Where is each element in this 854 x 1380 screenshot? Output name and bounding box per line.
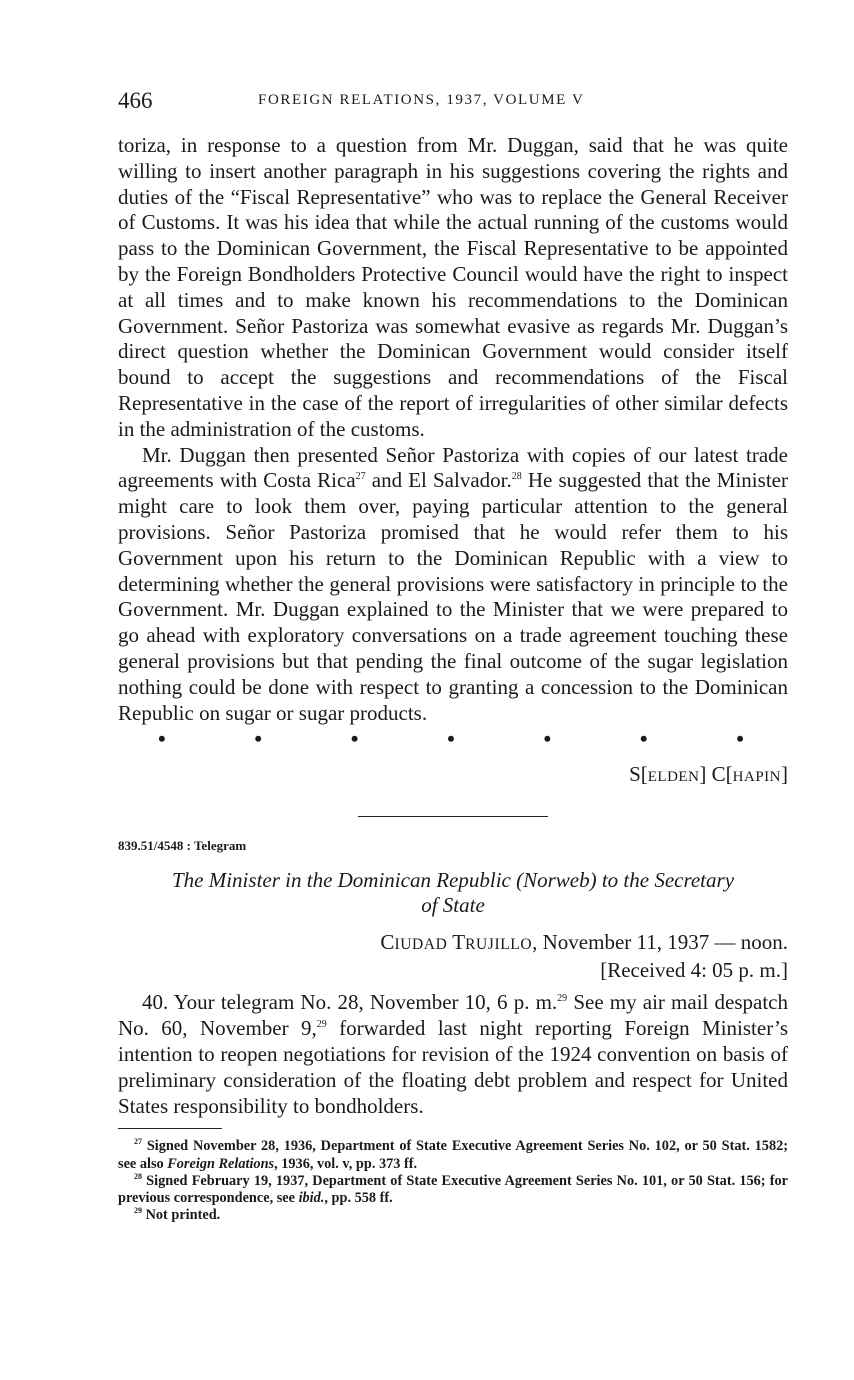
date-text: , November 11, 1937 — noon. (532, 930, 788, 955)
footnote-mark: 27 (134, 1137, 142, 1147)
body-text (118, 133, 788, 726)
signature-c-rest: HAPIN (732, 769, 781, 786)
running-head-title: FOREIGN RELATIONS, 1937, VOLUME V (258, 92, 585, 108)
dot: • (736, 726, 744, 752)
footnote-ref-28: 28 (511, 471, 522, 483)
footnote-text: , pp. 558 ff. (324, 1189, 393, 1206)
document-heading (118, 868, 788, 918)
signature-initials (118, 762, 788, 790)
dot: • (543, 726, 552, 752)
footnote-text: , 1936, vol. v, pp. 373 ff. (274, 1155, 418, 1172)
footnote-ref-29: 29 (557, 993, 568, 1005)
footnote-italic: ibid. (298, 1189, 325, 1206)
paragraph-text: Mr. Duggan then presented Señor Pastoriza with copies of our latest trade agreements with Costa Rica (118, 442, 788, 493)
footnote-text: Signed November 28, 1936, Department of State Executive Agreement Series No. 102, or 50 Stat. 1582; see also (118, 1138, 788, 1172)
footnote-text: Not printed. (142, 1207, 221, 1224)
paragraph-text: See my air mail despatch No. 60, November 9, (118, 990, 788, 1041)
paragraph-continued: toriza, in response to a question from Mr. Duggan, said that he was quite willing to insert another paragraph in his suggestions covering the rights and duties of the “Fiscal Representative” who was to replace the General Receiver of Customs. It was his idea that while the actual running of the customs would pass to the Dominican Government, the Fiscal Representative to be appointed by the Foreign Bondholders Protective Council would have the right to inspect at all times and to make known his recommendations to the Dominican Government. Señor Pastoriza was somewhat evasive as regards Mr. Duggan’s direct question whether the Dominican Government would consider itself bound to accept the suggestions and recommendations of the Fiscal Representative in the case of the report of irregularities of other similar defects in the administration of the customs. (118, 133, 788, 441)
signature-c: C[ (711, 762, 733, 787)
file-reference: 839.51/4548 : Telegram (118, 838, 247, 854)
heading-line: of State (421, 893, 485, 918)
paragraph-text: 40. Your telegram No. 28, November 10, 6 p. m. (142, 990, 558, 1015)
received-time: [Received 4: 05 p. m.] (600, 957, 788, 982)
telegram-body (118, 990, 788, 1119)
running-head (118, 88, 788, 118)
footnote-mark: 28 (134, 1171, 142, 1181)
footnote-rule (118, 1128, 222, 1129)
dot: • (254, 726, 263, 752)
paragraph-trade-agreements (118, 443, 788, 727)
footnote-28 (118, 1173, 788, 1207)
omission-dots (118, 726, 788, 752)
footnote-ref-29: 29 (316, 1019, 327, 1031)
footnote-29 (118, 1207, 788, 1224)
dot: • (447, 726, 455, 752)
place-caps: IUDAD (394, 936, 448, 954)
signature-bracket: ] (781, 762, 788, 787)
footnote-italic: Foreign Relations (167, 1155, 275, 1172)
footnote-27 (118, 1138, 788, 1172)
place-date (118, 930, 788, 958)
place-initial: T (452, 930, 466, 955)
footnotes (118, 1138, 788, 1224)
place-caps: RUJILLO (465, 936, 533, 954)
paragraph-text: and El Salvador. (365, 468, 512, 493)
signature-bracket: ] (699, 762, 707, 787)
footnote-mark: 29 (134, 1206, 142, 1216)
place-initial: C (380, 930, 395, 955)
telegram-paragraph (118, 990, 788, 1119)
footnote-text: Signed February 19, 1937, Department of State Executive Agreement Series No. 101, or 50 Stat. 156; for previous correspondence, see (118, 1172, 788, 1206)
heading-line: The Minister in the Dominican Republic (Norweb) to the Secretary (171, 868, 735, 893)
dot: • (639, 726, 648, 752)
document-page (118, 88, 788, 1224)
dot: • (158, 726, 166, 752)
paragraph-text: He suggested that the Minister might care to look them over, paying particular attention to the general provisions. Señor Pastoriza promised that he would refer them to his Government upon his return to the Dominican Republic with a view to determining whether the general provisions were satisfactory in principle to the Government. Mr. Duggan explained to the Minister that we were prepared to go ahead with exploratory conversations on a trade agreement touching these general provisions but that pending the final outcome of the sugar legislation nothing could be done with respect to granting a concession to the Dominican Republic on sugar or sugar products. (118, 468, 788, 725)
signature-s-rest: ELDEN (647, 769, 700, 786)
section-divider (358, 816, 548, 817)
dateline (118, 930, 788, 983)
footnote-ref-27: 27 (355, 471, 366, 483)
page-number: 466 (118, 88, 153, 113)
signature-s: S[ (629, 762, 648, 787)
dot: • (350, 726, 359, 752)
paragraph-text: forwarded last night reporting Foreign Minister’s intention to reopen negotiations for revision of the 1924 convention on basis of preliminary consideration of the floating debt problem and respect for United States responsibility to bondholders. (118, 1016, 788, 1118)
